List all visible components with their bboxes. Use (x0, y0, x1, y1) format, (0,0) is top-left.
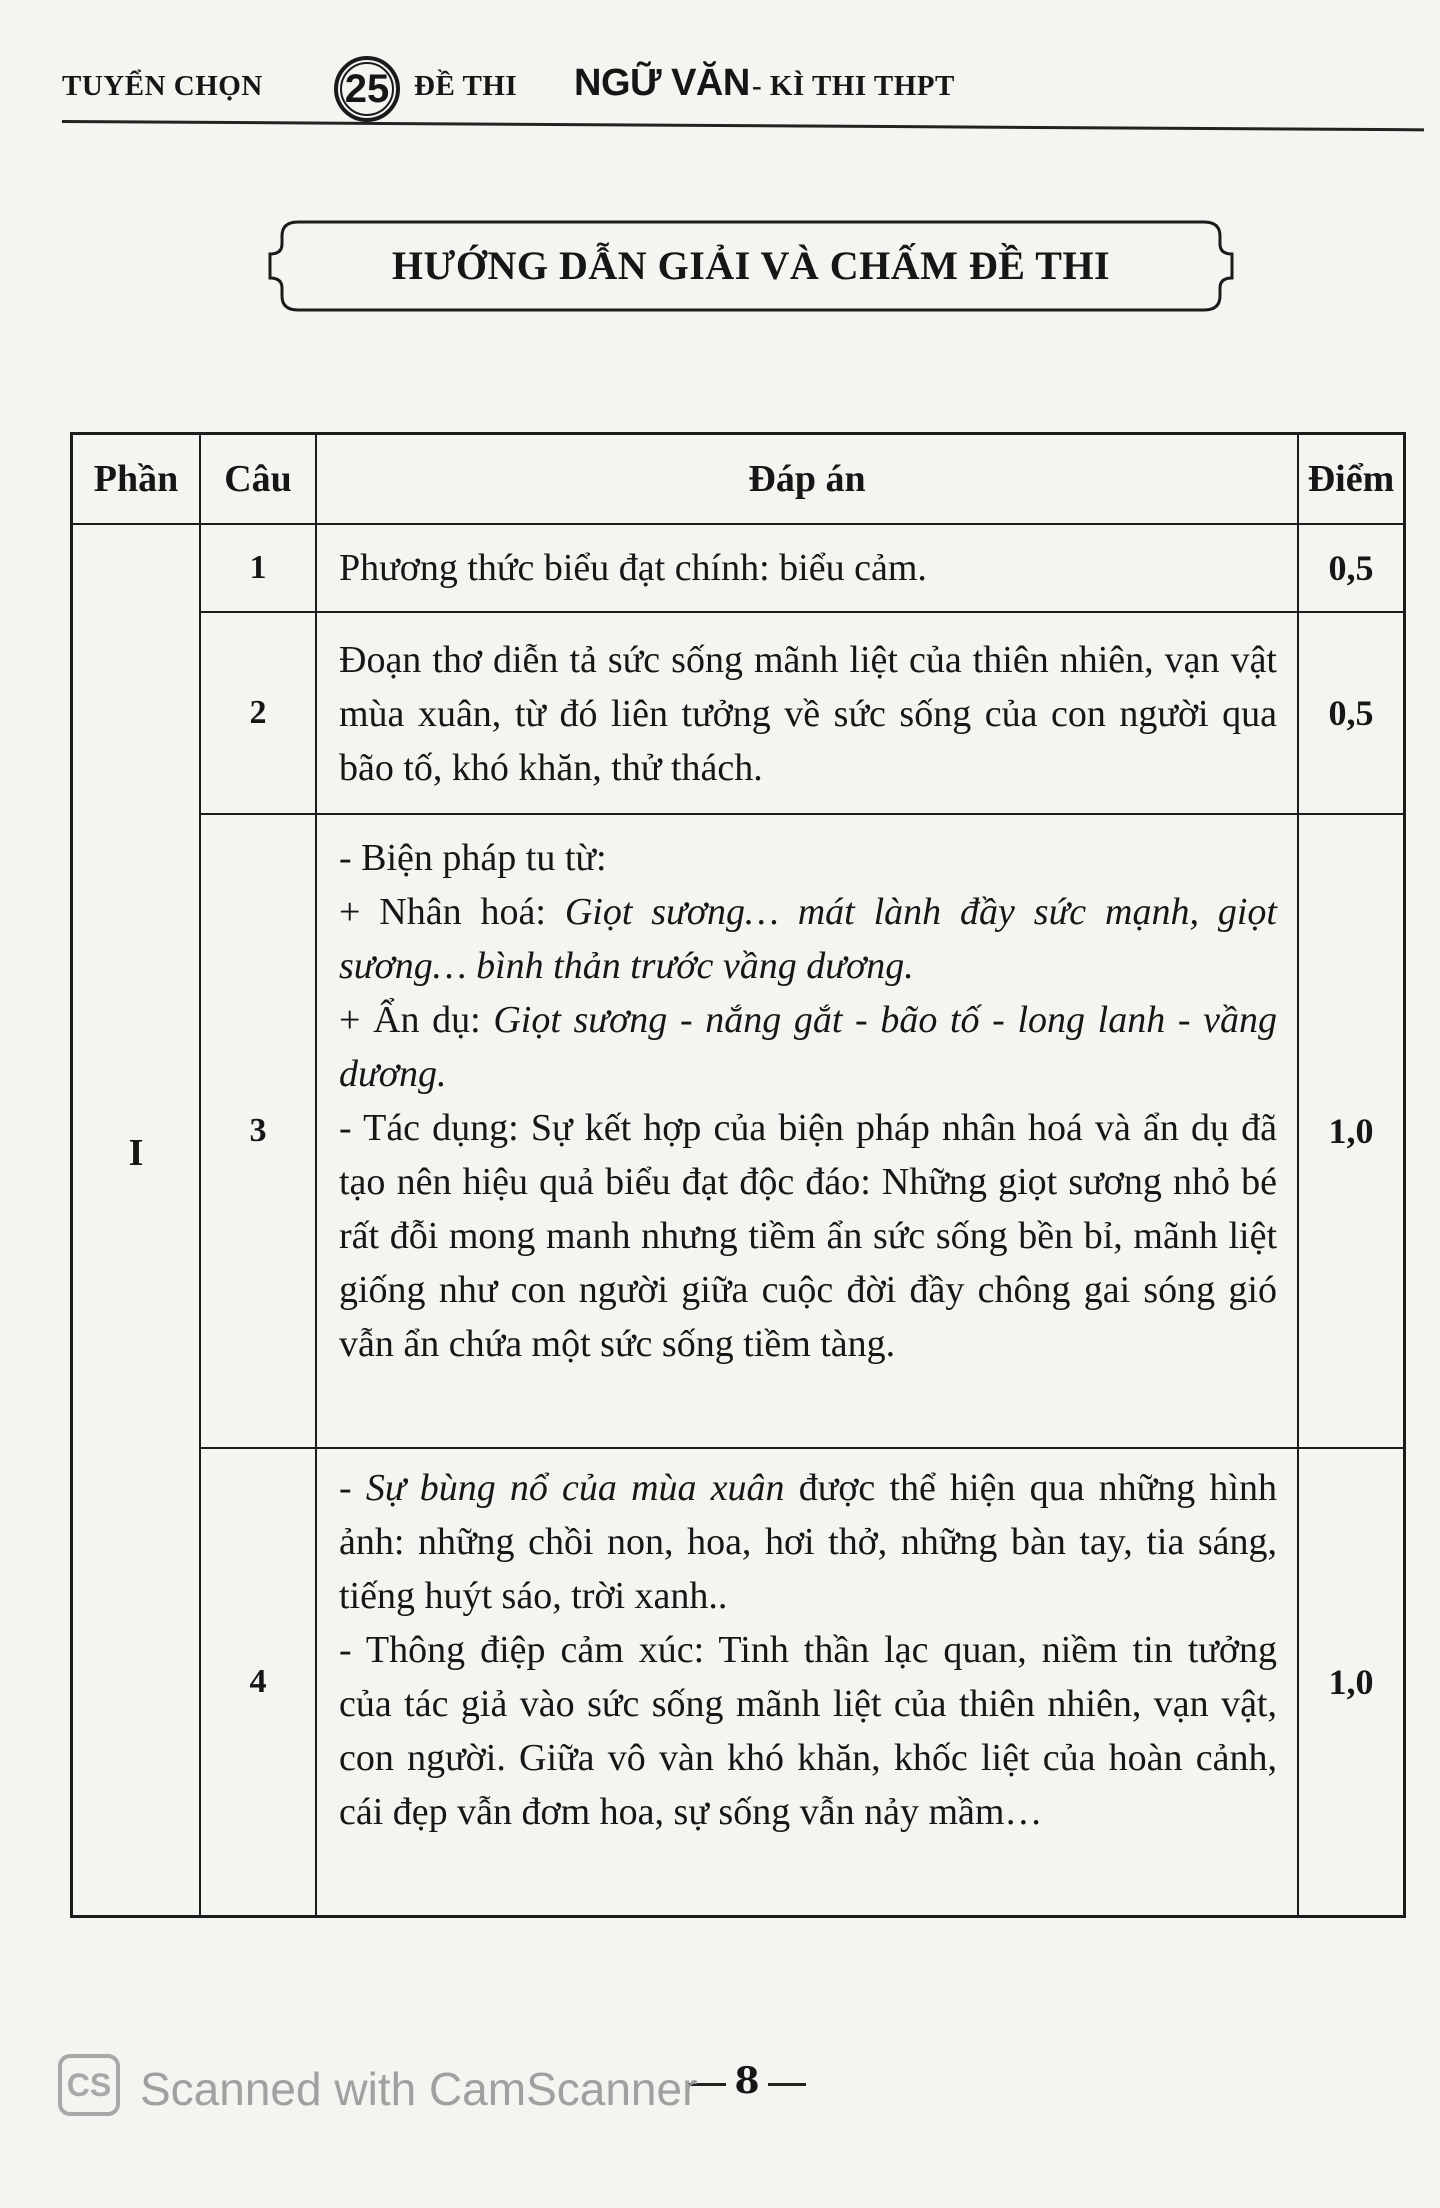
question-number: 2 (249, 694, 267, 731)
header-rule (62, 120, 1424, 131)
running-header (62, 58, 1402, 128)
question-number: 1 (249, 549, 267, 586)
question-number: 4 (249, 1663, 267, 1700)
header-prefix: TUYỂN CHỌN (62, 70, 263, 102)
row-divider (199, 813, 1403, 815)
header-suffix: - KÌ THI THPT (752, 70, 955, 102)
row-divider (199, 611, 1403, 613)
header-answer: Đáp án (748, 458, 866, 500)
header-part: Phần (93, 458, 179, 500)
watermark-text: Scanned with CamScanner (140, 2063, 698, 2115)
title-banner (258, 214, 1244, 318)
answer-quote: Giọt sương… mát lành đầy sức mạnh, giọt sương… bình thản trước vầng dương. (339, 891, 1277, 987)
answer-rest: được thể hiện qua những hình ảnh: những chồi non, hoa, hơi thở, những bàn tay, tia sáng, tiếng huýt sáo, trời xanh.. (339, 1467, 1277, 1617)
answer-text (317, 831, 1297, 1371)
header-number: 25 (344, 67, 390, 111)
answer-line (339, 885, 1277, 993)
answer-line: - Thông điệp cảm xúc: Tinh thần lạc quan, niềm tin tưởng của tác giả vào sức sống mãnh liệt của thiên nhiên, vạn vật, con người. Giữa vô vàn khó khăn, khốc liệt của hoàn cảnh, cái đẹp vẫn đơm hoa, sự sống vẫn nảy mầm… (339, 1629, 1277, 1833)
header-middle: ĐỀ THI (414, 70, 518, 102)
header-number-badge (332, 54, 402, 124)
answer-line (339, 1461, 1277, 1623)
score-value: 1,0 (1328, 1662, 1374, 1702)
answer-text (317, 1461, 1297, 1839)
answer-line: Đoạn thơ diễn tả sức sống mãnh liệt của thiên nhiên, vạn vật mùa xuân, từ đó liên tưởng về sức sống của con người qua bão tố, khó khăn, thử thách. (339, 639, 1277, 789)
score-value: 1,0 (1328, 1111, 1374, 1151)
answer-table (70, 432, 1406, 1918)
row-divider (199, 1447, 1403, 1449)
answer-line: - Biện pháp tu từ: (339, 837, 607, 879)
answer-line: Phương thức biểu đạt chính: biểu cảm. (339, 547, 927, 589)
header-subject: NGỮ VĂN (574, 62, 750, 104)
page-number-value: 8 (734, 2060, 760, 2102)
answer-line (339, 993, 1277, 1101)
header-score: Điểm (1307, 458, 1395, 500)
part-label: I (128, 1132, 144, 1174)
answer-text (317, 633, 1297, 795)
score-value: 0,5 (1328, 693, 1374, 733)
answer-quote: Giọt sương - nắng gắt - bão tố - long lanh - vầng dương. (339, 999, 1277, 1095)
answer-prefix: + Ẩn dụ: (339, 999, 494, 1041)
answer-prefix: + Nhân hoá: (339, 891, 565, 933)
dash-icon (768, 2083, 806, 2086)
header-question: Câu (224, 458, 292, 500)
camscanner-logo-icon: CS (58, 2054, 120, 2116)
score-value: 0,5 (1328, 548, 1374, 588)
page-title: HƯỚNG DẪN GIẢI VÀ CHẤM ĐỀ THI (391, 243, 1111, 288)
question-number: 3 (249, 1112, 267, 1149)
answer-line: - Tác dụng: Sự kết hợp của biện pháp nhân hoá và ẩn dụ đã tạo nên hiệu quả biểu đạt độc đáo: Những giọt sương nhỏ bé rất đỗi mong manh nhưng tiềm ẩn sức sống bền bỉ, mãnh liệt giống như con người giữa cuộc đời đầy chông gai sóng gió vẫn ẩn chứa một sức sống tiềm tàng. (339, 1107, 1277, 1365)
answer-quote: - Sự bùng nổ của mùa xuân (339, 1467, 785, 1509)
answer-text (317, 541, 1297, 595)
